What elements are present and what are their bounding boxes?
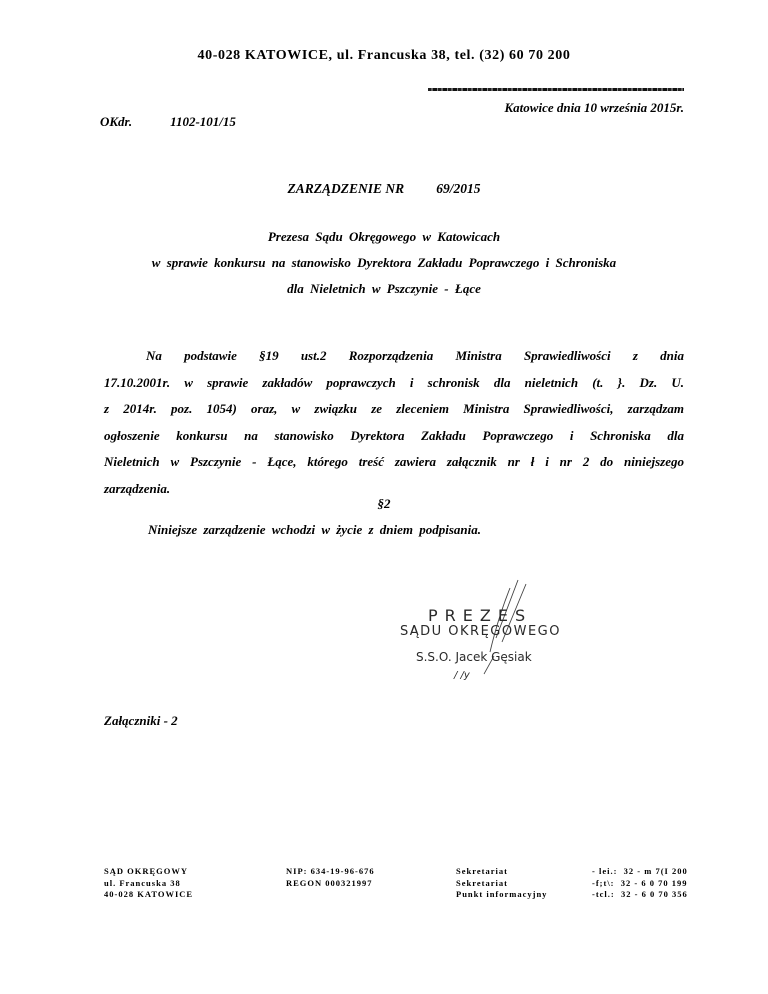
paragraph-line: 17.10.2001r. w sprawie zakładów poprawczych i schronisk dla nieletnich (t. }. Dz. U. <box>104 374 684 390</box>
paragraph-line: z 2014r. poz. 1054) oraz, w związku ze zleceniem Ministra Sprawiedliwości, zarządzam <box>104 401 684 416</box>
section-2-marker: §2 <box>377 496 391 511</box>
paragraph-1 <box>104 343 684 502</box>
subtitle-line-2: w sprawie konkursu na stanowisko Dyrektora Zakładu Poprawczego i Schroniska <box>151 255 617 270</box>
footer-line: -tcl.: 32 - 6 0 70 356 <box>592 889 688 899</box>
paragraph-line: zarządzenia. <box>104 480 171 496</box>
attachments-note: Załączniki - 2 <box>104 713 178 728</box>
stamp-court: SĄDU OKRĘGOWEGO <box>400 624 561 639</box>
stamp-title: PREZES <box>428 606 533 625</box>
paragraph-line: ogłoszenie konkursu na stanowisko Dyrektora Zakładu Poprawczego i Schroniska dla <box>104 427 684 443</box>
date-line: Katowice dnia 10 września 2015r. <box>504 100 684 115</box>
footer-line: NIP: 634-19-96-676 <box>286 866 375 876</box>
footer-departments <box>456 866 547 901</box>
paragraph-line: Nieletnich w Pszczynie - Łące, którego treść zawiera załącznik nr ł i nr 2 do niniejszego <box>104 454 684 469</box>
stamp-mark: / /y <box>454 670 470 681</box>
footer-line: Punkt informacyjny <box>456 889 548 899</box>
footer-line: SĄD OKRĘGOWY <box>104 866 189 876</box>
footer-line: 40-028 KATOWICE <box>104 889 194 899</box>
footer-line: Sekretariat <box>456 866 508 876</box>
subtitle-line-3: dla Nieletnich w Pszczynie - Łące <box>287 281 481 296</box>
reference-value: 1102-101/15 <box>170 114 236 129</box>
signature-stamp <box>398 578 618 690</box>
document-title <box>0 181 768 197</box>
letterhead-address: 40-028 KATOWICE, ul. Francuska 38, tel. (32) 60 70 200 <box>197 48 571 63</box>
title-prefix: ZARZĄDZENIE NR <box>287 181 405 196</box>
subtitle-line-1: Prezesa Sądu Okręgowego w Katowicach <box>267 229 501 244</box>
letterhead-rule <box>428 88 684 91</box>
reference-label: OKdr. <box>100 114 133 129</box>
footer-line: ul. Francuska 38 <box>104 877 181 888</box>
footer-phones <box>592 866 688 901</box>
footer-line: Sekretariat <box>456 877 508 888</box>
footer-line: - lei.: 32 - m 7(I 200 <box>592 866 688 876</box>
reference-number <box>100 114 236 130</box>
title-number: 69/2015 <box>436 181 481 196</box>
footer-court <box>104 866 193 901</box>
footer-tax-ids <box>286 866 375 889</box>
footer-line: REGON 000321997 <box>286 877 373 888</box>
stamp-signatory: S.S.O. Jacek Gęsiak <box>416 650 532 664</box>
paragraph-line: Na podstawie §19 ust.2 Rozporządzenia Ministra Sprawiedliwości z dnia <box>146 348 684 363</box>
section-2-text: Niniejsze zarządzenie wchodzi w życie z dniem podpisania. <box>148 522 482 537</box>
footer-line: -f;t\: 32 - 6 0 70 199 <box>592 877 688 888</box>
